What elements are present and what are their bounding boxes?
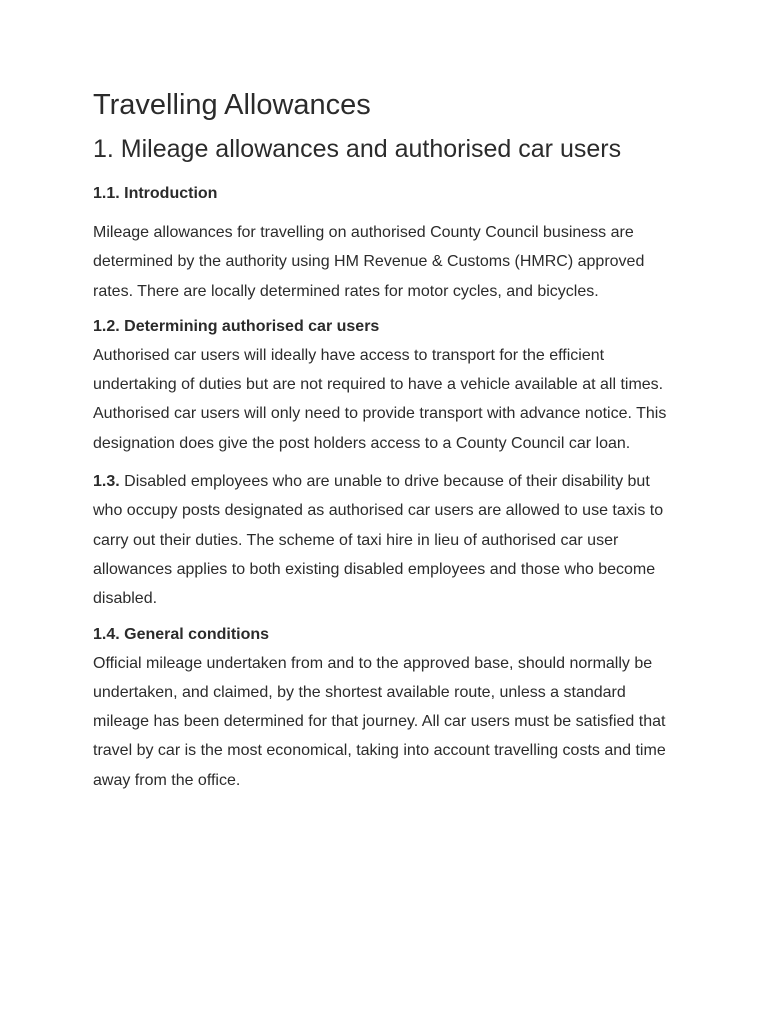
disabled-text: Disabled employees who are unable to drive because of their disability but who occupy posts designated as authorised car users are allowed to use taxis to carry out their duties. The scheme of taxi hire in lieu of authorised car user allowances applies to both existing disabled employees and those who become disabled. — [93, 473, 664, 608]
determining-heading: 1.2. Determining authorised car users — [93, 317, 380, 335]
general-conditions-paragraph: Official mileage undertaken from and to the approved base, should normally be undertaken, and claimed, by the shortest available route, unless a standard mileage has been determined for that journey. All car users must be satisfied that travel by car is the most economical, taking into account travelling costs and time away from the office. — [93, 654, 666, 789]
disabled-paragraph — [93, 467, 683, 613]
page-title: Travelling Allowances — [93, 89, 371, 121]
section-heading: 1. Mileage allowances and authorised car users — [93, 135, 622, 163]
disabled-section-number: 1.3. — [93, 473, 120, 491]
document-body — [93, 86, 683, 795]
intro-paragraph: Mileage allowances for travelling on authorised County Council business are determined by the authority using HM Revenue & Customs (HMRC) approved rates. There are locally determined rates for motor cycles, and bicycles. — [93, 224, 645, 300]
determining-paragraph: Authorised car users will ideally have access to transport for the efficient undertaking of duties but are not required to have a vehicle available at all times. Authorised car users will only need to provide transport with advance notice. This designation does give the post holders access to a County Council car loan. — [93, 346, 667, 452]
general-conditions-heading: 1.4. General conditions — [93, 625, 270, 643]
intro-heading: 1.1. Introduction — [93, 185, 218, 202]
